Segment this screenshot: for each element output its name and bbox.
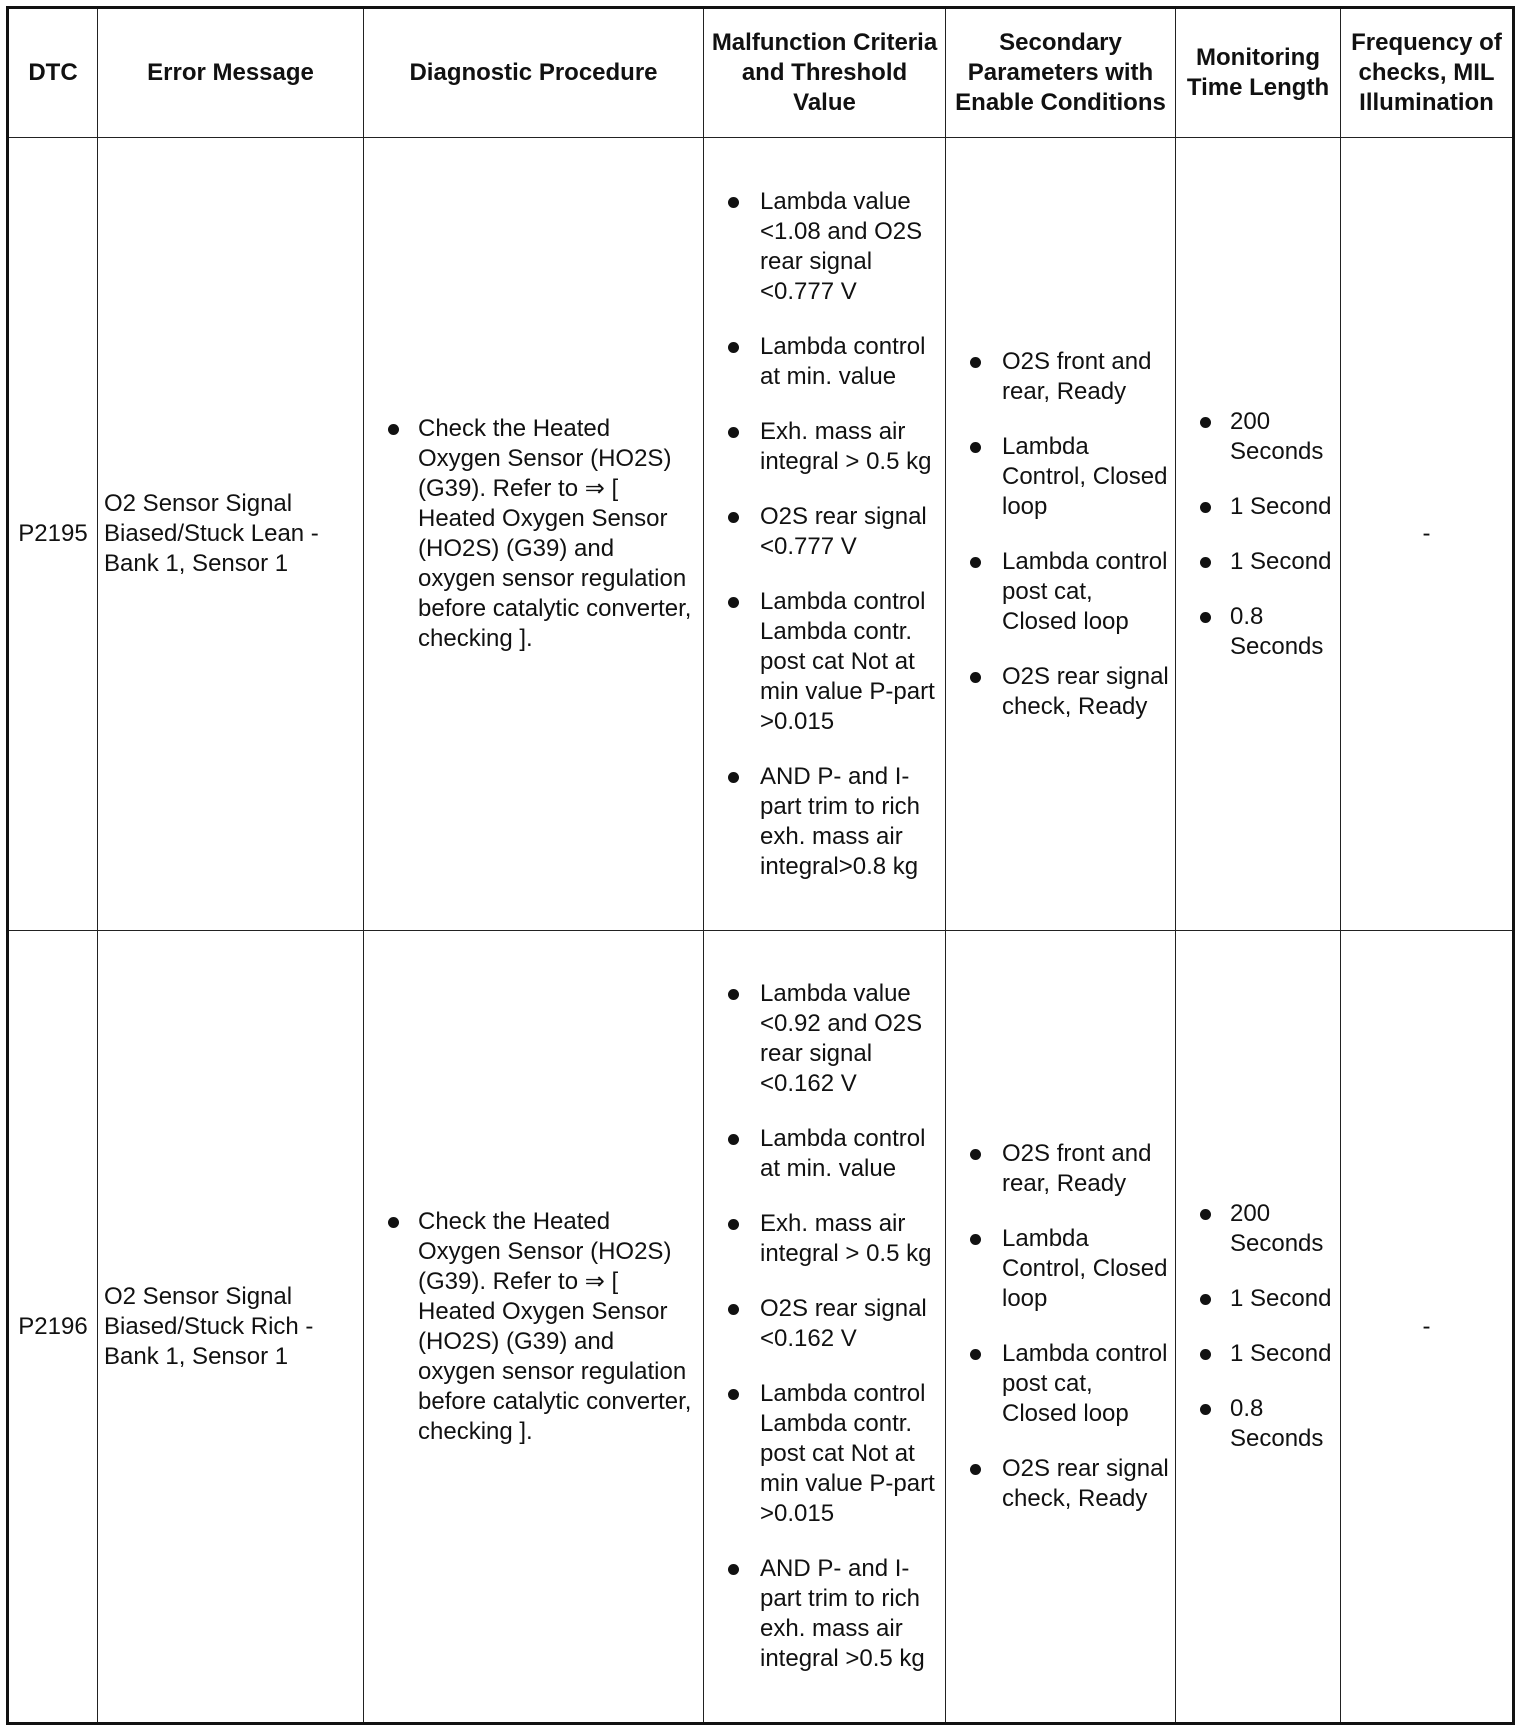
header-row <box>8 8 1514 138</box>
header-diagnostic-procedure: Diagnostic Procedure <box>364 8 704 138</box>
procedure-item: Check the Heated Oxygen Sensor (HO2S) (G39). Refer to ⇒ [ Heated Oxygen Sensor (HO2S) (G39) and oxygen sensor regulation before catalytic converter, checking ]. <box>364 1207 703 1447</box>
secondary-parameter-item: O2S rear signal check, Ready <box>946 1454 1175 1514</box>
malfunction-criteria <box>704 931 946 1724</box>
header-secondary-parameters: Secondary Parameters with Enable Conditions <box>946 8 1176 138</box>
procedure-list <box>364 414 703 654</box>
criteria-item: O2S rear signal <0.777 V <box>704 502 945 562</box>
criteria-item: Lambda value <1.08 and O2S rear signal <0.777 V <box>704 187 945 307</box>
dtc-table <box>6 6 1515 1725</box>
table-row <box>8 138 1514 931</box>
secondary-parameter-item: O2S front and rear, Ready <box>946 1139 1175 1199</box>
error-message: O2 Sensor Signal Biased/Stuck Lean - Bank 1, Sensor 1 <box>98 138 364 931</box>
criteria-item: Lambda control at min. value <box>704 1124 945 1184</box>
dtc-code: P2195 <box>8 138 98 931</box>
dtc-code: P2196 <box>8 931 98 1724</box>
monitoring-time-item: 1 Second <box>1176 492 1340 522</box>
criteria-list <box>704 979 945 1674</box>
diagnostic-procedure <box>364 138 704 931</box>
monitoring-list <box>1176 407 1340 662</box>
secondary-parameter-item: O2S front and rear, Ready <box>946 347 1175 407</box>
monitoring-time-item: 0.8 Seconds <box>1176 1394 1340 1454</box>
header-dtc: DTC <box>8 8 98 138</box>
procedure-item: Check the Heated Oxygen Sensor (HO2S) (G39). Refer to ⇒ [ Heated Oxygen Sensor (HO2S) (G39) and oxygen sensor regulation before catalytic converter, checking ]. <box>364 414 703 654</box>
secondary-parameter-item: O2S rear signal check, Ready <box>946 662 1175 722</box>
monitoring-time <box>1176 931 1341 1724</box>
diagnostic-procedure <box>364 931 704 1724</box>
table-body <box>8 138 1514 1724</box>
secondary-parameter-item: Lambda Control, Closed loop <box>946 432 1175 522</box>
error-message: O2 Sensor Signal Biased/Stuck Rich - Bank 1, Sensor 1 <box>98 931 364 1724</box>
criteria-item: O2S rear signal <0.162 V <box>704 1294 945 1354</box>
criteria-item: Lambda control Lambda contr. post cat Not at min value P-part >0.015 <box>704 587 945 737</box>
monitoring-time-item: 0.8 Seconds <box>1176 602 1340 662</box>
secondary-parameter-item: Lambda control post cat, Closed loop <box>946 1339 1175 1429</box>
monitoring-time-item: 200 Seconds <box>1176 1199 1340 1259</box>
malfunction-criteria <box>704 138 946 931</box>
header-malfunction-criteria: Malfunction Criteria and Threshold Value <box>704 8 946 138</box>
criteria-item: Lambda control Lambda contr. post cat Not at min value P-part >0.015 <box>704 1379 945 1529</box>
secondary-list <box>946 1139 1175 1514</box>
monitoring-list <box>1176 1199 1340 1454</box>
criteria-item: AND P- and I-part trim to rich exh. mass air integral >0.5 kg <box>704 1554 945 1674</box>
secondary-parameters <box>946 138 1176 931</box>
criteria-list <box>704 187 945 882</box>
procedure-list <box>364 1207 703 1447</box>
criteria-item: Exh. mass air integral > 0.5 kg <box>704 1209 945 1269</box>
criteria-item: Lambda control at min. value <box>704 332 945 392</box>
frequency-mil: - <box>1341 931 1514 1724</box>
criteria-item: AND P- and I-part trim to rich exh. mass air integral>0.8 kg <box>704 762 945 882</box>
secondary-parameters <box>946 931 1176 1724</box>
header-monitoring-time: Monitoring Time Length <box>1176 8 1341 138</box>
table-header <box>8 8 1514 138</box>
header-error-message: Error Message <box>98 8 364 138</box>
header-frequency: Frequency of checks, MIL Illumination <box>1341 8 1514 138</box>
table-row <box>8 931 1514 1724</box>
monitoring-time-item: 200 Seconds <box>1176 407 1340 467</box>
criteria-item: Exh. mass air integral > 0.5 kg <box>704 417 945 477</box>
criteria-item: Lambda value <0.92 and O2S rear signal <0.162 V <box>704 979 945 1099</box>
monitoring-time-item: 1 Second <box>1176 1339 1340 1369</box>
monitoring-time-item: 1 Second <box>1176 547 1340 577</box>
frequency-mil: - <box>1341 138 1514 931</box>
secondary-parameter-item: Lambda Control, Closed loop <box>946 1224 1175 1314</box>
secondary-list <box>946 347 1175 722</box>
secondary-parameter-item: Lambda control post cat, Closed loop <box>946 547 1175 637</box>
monitoring-time <box>1176 138 1341 931</box>
monitoring-time-item: 1 Second <box>1176 1284 1340 1314</box>
